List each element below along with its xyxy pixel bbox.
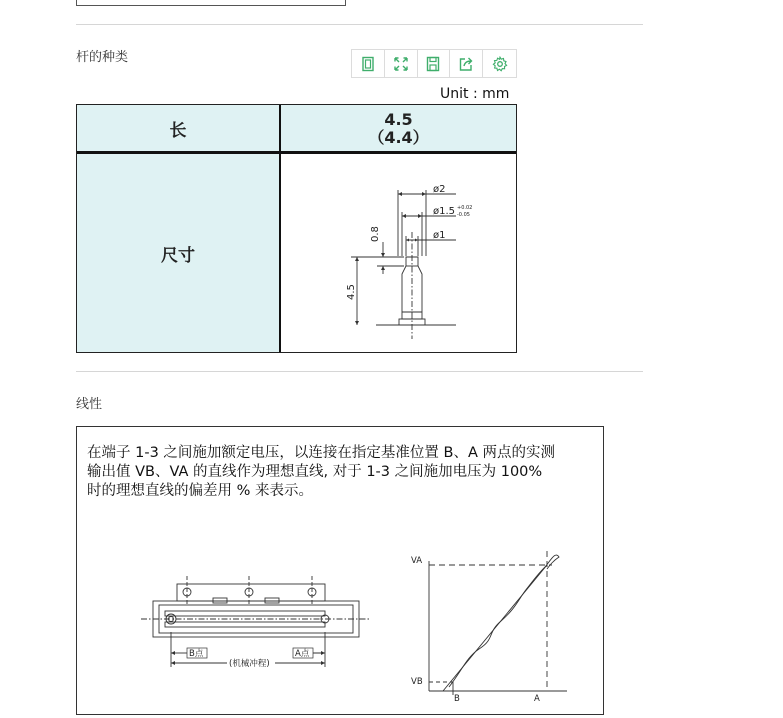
linearity-figure: [76, 426, 604, 715]
dia-mid-label: ø1.5: [433, 206, 456, 217]
page-button[interactable]: [352, 50, 385, 77]
va-label: VA: [411, 556, 423, 566]
dia-mid-tol-upper: +0.02: [457, 205, 473, 211]
dia-inner-label: ø1: [433, 230, 446, 241]
settings-button[interactable]: [483, 50, 516, 77]
dim-length-label: 4.5: [346, 284, 357, 300]
unit-label: Unit : mm: [440, 86, 510, 102]
length-value-primary: 4.5: [384, 109, 413, 129]
linearity-line-1: 在端子 1-3 之间施加额定电压，以连接在指定基准位置 B、A 两点的实测: [87, 445, 555, 461]
expand-button[interactable]: [385, 50, 418, 77]
save-button[interactable]: [418, 50, 451, 77]
image-toolbar: [351, 49, 517, 78]
linearity-line-2: 输出值 VB、VA 的直线作为理想直线, 对于 1-3 之间施加电压为 100%: [87, 464, 543, 480]
linearity-line-3: 时的理想直线的偏差用 % 来表示。: [87, 483, 313, 499]
previous-content-box: [76, 0, 346, 6]
settings-icon: [492, 56, 508, 72]
linearity-description: [87, 444, 597, 501]
section-divider: [76, 24, 643, 25]
vb-label: VB: [411, 677, 423, 687]
share-icon: [458, 56, 474, 72]
b-point-label: B点: [189, 649, 204, 659]
section-title-rod-types: 杆的种类: [76, 50, 129, 65]
page-icon: [360, 56, 376, 72]
dia-outer-label: ø2: [433, 184, 446, 195]
save-icon: [425, 56, 441, 72]
dimension-drawing-cell: [281, 154, 516, 352]
section-divider: [76, 371, 643, 372]
linearity-graph: [407, 545, 577, 710]
share-button[interactable]: [450, 50, 483, 77]
a-axis-label: A: [534, 694, 540, 704]
mechanical-stroke-label: (机械冲程): [229, 659, 270, 669]
rod-dimension-drawing: [281, 154, 516, 352]
section-title-linearity: 线性: [76, 397, 103, 412]
table-horizontal-divider: [77, 151, 516, 154]
b-axis-label: B: [454, 694, 460, 704]
expand-icon: [393, 56, 409, 72]
length-value: [281, 105, 516, 152]
a-point-label: A点: [295, 649, 310, 659]
dim-small-label: 0.8: [370, 226, 381, 242]
length-header: 长: [77, 105, 279, 152]
slider-diagram: [137, 572, 377, 682]
length-value-alt: （4.4）: [368, 127, 429, 147]
dia-mid-tol-lower: -0.05: [457, 212, 470, 218]
spec-table: [76, 104, 517, 353]
dimension-header: 尺寸: [77, 154, 279, 352]
table-vertical-divider: [279, 105, 281, 352]
